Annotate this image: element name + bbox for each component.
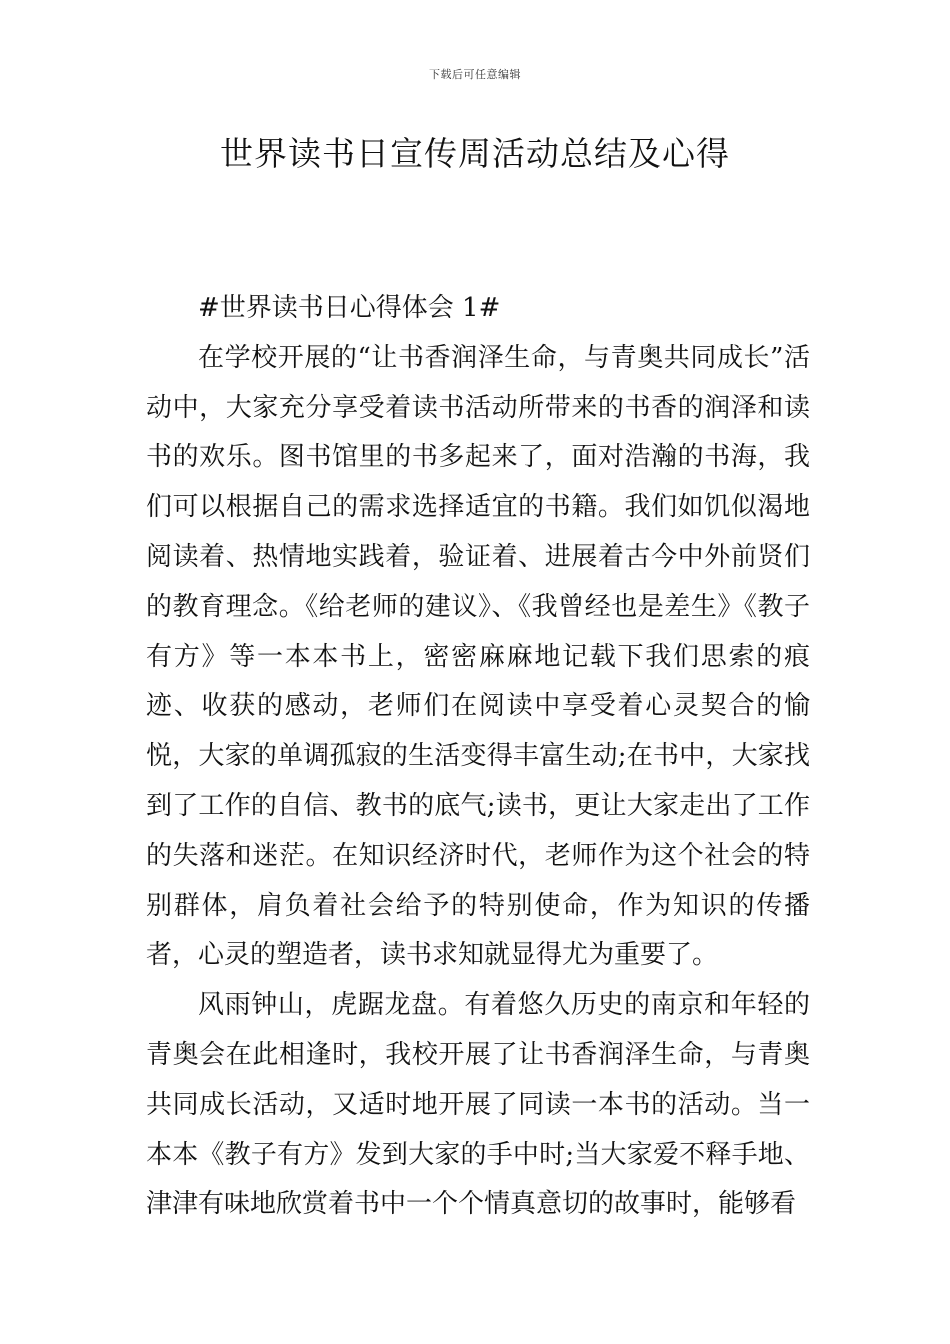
paragraph-2: 风雨钟山，虎踞龙盘。有着悠久历史的南京和年轻的青奥会在此相逢时，我校开展了让书香润泽生命，与青奥共同成长活动，又适时地开展了同读一本书的活动。当一本本《教子有方》发到大家的手中时;当大家爱不释手地、津津有味地欣赏着书中一个个情真意切的故事时，能够看 (146, 990, 810, 1220)
header-note: 下载后可任意编辑 (429, 68, 521, 81)
document-body (146, 284, 810, 1230)
paragraph-1: 在学校开展的“让书香润泽生命，与青奥共同成长”活动中，大家充分享受着读书活动所带来的书香的润泽和读书的欢乐。图书馆里的书多起来了，面对浩瀚的书海，我们可以根据自己的需求选择适宜的书籍。我们如饥似渴地阅读着、热情地实践着，验证着、进展着古今中外前贤们的教育理念。《给老师的建议》、《我曾经也是差生》《教子有方》等一本本书上，密密麻麻地记载下我们思索的痕迹、收获的感动，老师们在阅读中享受着心灵契合的愉悦，大家的单调孤寂的生活变得丰富生动;在书中，大家找到了工作的自信、教书的底气;读书，更让大家走出了工作的失落和迷茫。在知识经济时代，老师作为这个社会的特别群体，肩负着社会给予的特别使命，作为知识的传播者，心灵的塑造者，读书求知就显得尤为重要了。 (146, 342, 810, 971)
document-title: 世界读书日宣传周活动总结及心得 (220, 134, 730, 173)
section-heading: #世界读书日心得体会 1# (198, 293, 501, 323)
